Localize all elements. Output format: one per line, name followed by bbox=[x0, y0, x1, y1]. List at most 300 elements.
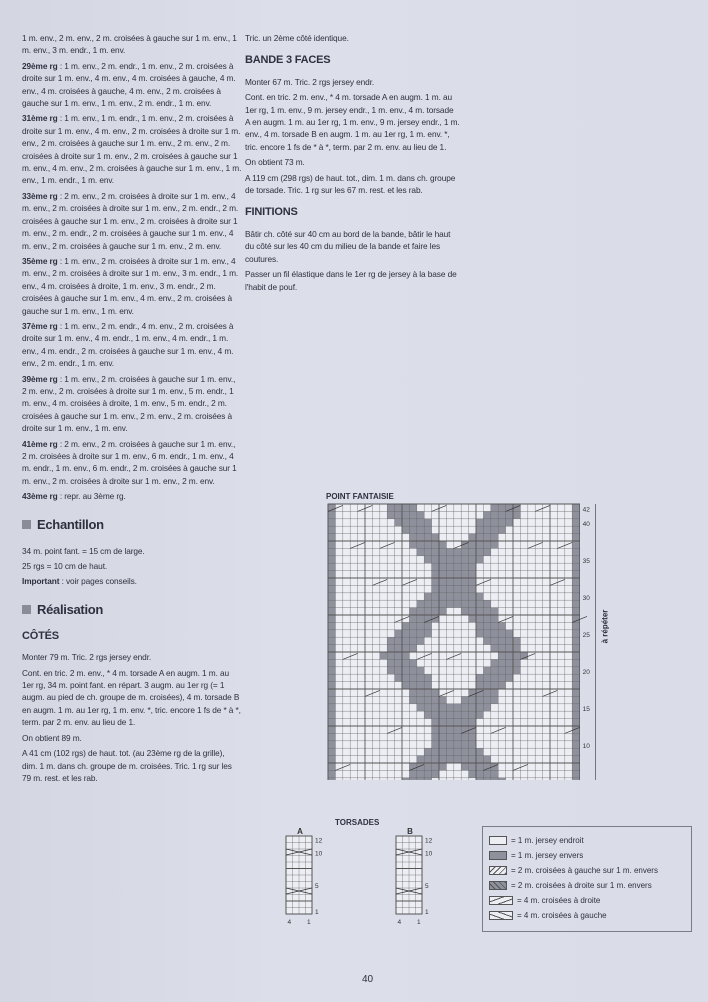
purl-cell bbox=[432, 541, 439, 548]
purl-cell bbox=[469, 748, 476, 755]
purl-cell bbox=[572, 711, 579, 718]
purl-cell bbox=[417, 548, 424, 555]
purl-cell bbox=[572, 556, 579, 563]
purl-cell bbox=[483, 511, 490, 518]
purl-cell bbox=[513, 667, 520, 674]
purl-cell bbox=[439, 763, 446, 770]
legend-text: = 1 m. jersey endroit bbox=[511, 836, 584, 845]
purl-cell bbox=[513, 652, 520, 659]
purl-cell bbox=[446, 741, 453, 748]
purl-cell bbox=[387, 645, 394, 652]
purl-cell bbox=[491, 534, 498, 541]
purl-cell bbox=[432, 696, 439, 703]
purl-cell bbox=[439, 600, 446, 607]
purl-cell bbox=[439, 741, 446, 748]
purl-cell bbox=[446, 585, 453, 592]
purl-cell bbox=[572, 504, 579, 511]
purl-cell bbox=[491, 511, 498, 518]
purl-cell bbox=[461, 696, 468, 703]
row-instruction bbox=[22, 438, 242, 488]
purl-cell bbox=[476, 696, 483, 703]
row-instruction bbox=[22, 60, 242, 110]
purl-cell bbox=[476, 615, 483, 622]
purl-cell bbox=[476, 600, 483, 607]
row-text: : 1 m. env., 1 m. endr., 1 m. env., 2 m. croisées à droite sur 1 m. env., 4 m. env., 2 m. croisées à droite sur 1 m. env., 2 m. croisées à gauche sur 1 m. env., 2 m. env., 2 m. croisées à droite sur 1 m. env., 2 m. croisées à gauche sur 1 m. env., 4 m. env., 2 m. croisées à gauche sur 1 m. env., 1 m. env., 1 m. endr., 1 m. env. bbox=[22, 113, 242, 186]
purl-cell bbox=[439, 704, 446, 711]
purl-cell bbox=[417, 696, 424, 703]
purl-cell bbox=[469, 541, 476, 548]
purl-cell bbox=[439, 733, 446, 740]
square-bullet-icon bbox=[22, 605, 31, 614]
purl-cell bbox=[380, 652, 387, 659]
purl-cell bbox=[424, 630, 431, 637]
purl-cell bbox=[328, 534, 335, 541]
purl-cell bbox=[417, 622, 424, 629]
purl-cell bbox=[498, 645, 505, 652]
purl-cell bbox=[461, 585, 468, 592]
square-bullet-icon bbox=[22, 520, 31, 529]
row-text: : repr. au 3ème rg. bbox=[57, 491, 126, 502]
purl-cell bbox=[483, 778, 490, 780]
purl-cell bbox=[409, 778, 416, 780]
purl-cell bbox=[446, 719, 453, 726]
purl-cell bbox=[476, 534, 483, 541]
purl-cell bbox=[483, 526, 490, 533]
purl-cell bbox=[424, 608, 431, 615]
purl-cell bbox=[461, 578, 468, 585]
row-number-label: 5 bbox=[425, 883, 429, 890]
purl-cell bbox=[498, 659, 505, 666]
purl-cell bbox=[476, 756, 483, 763]
cotes-line-2: Cont. en tric. 2 m. env., * 4 m. torsade A en augm. 1 m. au 1er rg, 34 m. point fant. en répart. 3 augm. au 1er rg (= 1 augm. au pied de ch. groupe de m. croisées), 4 m. torsade B en augm. 1 m. au 1er rg, 1 m. env. *, tric. encore 1 fs de * à *, term. par 2 m. env. au lieu de 1. bbox=[22, 667, 241, 728]
purl-cell bbox=[387, 511, 394, 518]
realisation-title: Réalisation bbox=[37, 601, 104, 617]
row-number-label: 25 bbox=[582, 632, 590, 640]
row-instruction bbox=[22, 490, 242, 502]
repeat-label-text: à répéter bbox=[600, 609, 610, 644]
purl-cell bbox=[454, 578, 461, 585]
row-instruction bbox=[22, 190, 242, 252]
cotes-line-3: On obtient 89 m. bbox=[22, 732, 82, 743]
purl-cell bbox=[572, 704, 579, 711]
purl-cell bbox=[491, 667, 498, 674]
purl-cell bbox=[446, 600, 453, 607]
purl-cell bbox=[328, 519, 335, 526]
purl-cell bbox=[476, 630, 483, 637]
purl-cell bbox=[395, 504, 402, 511]
purl-cell bbox=[409, 615, 416, 622]
purl-cell bbox=[328, 615, 335, 622]
purl-cell bbox=[402, 511, 409, 518]
purl-cell bbox=[395, 652, 402, 659]
echantillon-title: Echantillon bbox=[37, 516, 104, 532]
purl-cell bbox=[469, 548, 476, 555]
purl-cell bbox=[446, 556, 453, 563]
purl-cell bbox=[491, 778, 498, 780]
purl-cell bbox=[461, 741, 468, 748]
row-label: 33ème rg bbox=[22, 190, 58, 201]
purl-cell bbox=[402, 526, 409, 533]
row-label: 41ème rg bbox=[22, 438, 58, 449]
purl-cell bbox=[572, 593, 579, 600]
purl-cell bbox=[328, 630, 335, 637]
purl-cell bbox=[409, 682, 416, 689]
purl-cell bbox=[439, 556, 446, 563]
row-label: 31ème rg bbox=[22, 113, 58, 124]
purl-cell bbox=[461, 756, 468, 763]
important-label: Important bbox=[22, 576, 60, 587]
purl-cell bbox=[572, 534, 579, 541]
bande-line-3: On obtient 73 m. bbox=[245, 157, 305, 168]
purl-cell bbox=[476, 770, 483, 777]
purl-cell bbox=[469, 704, 476, 711]
purl-cell bbox=[498, 519, 505, 526]
row-number-label: 1 bbox=[315, 909, 319, 916]
torsade-a-grid bbox=[280, 828, 336, 938]
echantillon-heading bbox=[22, 517, 242, 533]
purl-cell bbox=[424, 519, 431, 526]
purl-cell bbox=[498, 637, 505, 644]
purl-cell bbox=[454, 704, 461, 711]
purl-cell bbox=[328, 756, 335, 763]
purl-cell bbox=[395, 511, 402, 518]
purl-cell bbox=[469, 578, 476, 585]
purl-cell bbox=[491, 630, 498, 637]
purl-cell bbox=[572, 541, 579, 548]
purl-cell bbox=[417, 615, 424, 622]
purl-cell bbox=[328, 585, 335, 592]
purl-cell bbox=[328, 674, 335, 681]
purl-cell bbox=[424, 526, 431, 533]
column-right bbox=[245, 32, 460, 296]
purl-cell bbox=[572, 659, 579, 666]
purl-cell bbox=[446, 593, 453, 600]
row-text: : 2 m. env., 2 m. croisées à droite sur 1 m. env., 4 m. env., 2 m. croisées à droite sur 1 m. env., 2 m. endr., 2 m. croisées à gauche sur 1 m. env., 2 m. croisées à droite sur 1 m. env., 2 m. endr., 2 m. croisées à gauche sur 1 m. env., 4 m. env., 2 m. croisées à gauche sur 1 m. env., 2 m. env. bbox=[22, 190, 239, 251]
purl-cell bbox=[469, 593, 476, 600]
purl-cell bbox=[432, 593, 439, 600]
purl-cell bbox=[328, 696, 335, 703]
row-instructions bbox=[22, 60, 242, 503]
legend-box bbox=[482, 826, 692, 932]
purl-cell bbox=[402, 504, 409, 511]
purl-cell bbox=[461, 571, 468, 578]
purl-cell bbox=[454, 748, 461, 755]
white-square-icon bbox=[489, 836, 507, 845]
purl-cell bbox=[513, 637, 520, 644]
purl-cell bbox=[572, 645, 579, 652]
purl-cell bbox=[328, 748, 335, 755]
purl-cell bbox=[491, 608, 498, 615]
purl-cell bbox=[476, 748, 483, 755]
purl-cell bbox=[328, 711, 335, 718]
purl-cell bbox=[572, 741, 579, 748]
purl-cell bbox=[417, 534, 424, 541]
purl-cell bbox=[417, 682, 424, 689]
purl-cell bbox=[483, 682, 490, 689]
purl-cell bbox=[439, 593, 446, 600]
purl-cell bbox=[432, 770, 439, 777]
purl-cell bbox=[469, 556, 476, 563]
purl-cell bbox=[402, 682, 409, 689]
purl-cell bbox=[424, 534, 431, 541]
important-text: : voir pages conseils. bbox=[59, 576, 137, 587]
purl-cell bbox=[461, 593, 468, 600]
legend-row-4-left bbox=[489, 908, 685, 923]
row-number-label: 20 bbox=[582, 669, 590, 677]
bande-line-1: Monter 67 m. Tric. 2 rgs jersey endr. bbox=[245, 76, 375, 87]
purl-cell bbox=[572, 600, 579, 607]
purl-cell bbox=[572, 682, 579, 689]
cross-left-icon bbox=[489, 866, 507, 875]
purl-cell bbox=[395, 519, 402, 526]
purl-cell bbox=[417, 778, 424, 780]
purl-cell bbox=[328, 733, 335, 740]
purl-cell bbox=[491, 770, 498, 777]
purl-cell bbox=[328, 659, 335, 666]
column-number-label: 1 bbox=[416, 919, 421, 926]
purl-cell bbox=[409, 667, 416, 674]
purl-cell bbox=[432, 571, 439, 578]
purl-cell bbox=[483, 548, 490, 555]
legend-row-jersey-envers bbox=[489, 848, 685, 863]
finitions-title: FINITIONS bbox=[245, 206, 298, 219]
purl-cell bbox=[417, 667, 424, 674]
intro-text: 1 m. env., 2 m. env., 2 m. croisées à gauche sur 1 m. env., 1 m. env., 3 m. endr., 1 m. env. bbox=[22, 33, 237, 56]
purl-cell bbox=[483, 770, 490, 777]
purl-cell bbox=[409, 511, 416, 518]
purl-cell bbox=[513, 659, 520, 666]
purl-cell bbox=[328, 556, 335, 563]
purl-cell bbox=[417, 770, 424, 777]
purl-cell bbox=[424, 674, 431, 681]
purl-cell bbox=[572, 519, 579, 526]
purl-cell bbox=[461, 748, 468, 755]
purl-cell bbox=[409, 696, 416, 703]
purl-cell bbox=[483, 600, 490, 607]
purl-cell bbox=[572, 696, 579, 703]
purl-cell bbox=[483, 630, 490, 637]
purl-cell bbox=[461, 719, 468, 726]
legend-text: = 4 m. croisées à droite bbox=[517, 896, 601, 905]
purl-cell bbox=[476, 704, 483, 711]
row-number-label: 12 bbox=[425, 837, 433, 845]
purl-cell bbox=[572, 719, 579, 726]
purl-cell bbox=[424, 763, 431, 770]
purl-cell bbox=[417, 526, 424, 533]
purl-cell bbox=[476, 711, 483, 718]
purl-cell bbox=[498, 674, 505, 681]
purl-cell bbox=[572, 511, 579, 518]
purl-cell bbox=[424, 548, 431, 555]
row-number-label: 42 bbox=[582, 506, 590, 514]
row-instruction bbox=[22, 320, 242, 370]
purl-cell bbox=[572, 667, 579, 674]
purl-cell bbox=[491, 645, 498, 652]
purl-cell bbox=[417, 519, 424, 526]
purl-cell bbox=[461, 763, 468, 770]
purl-cell bbox=[328, 770, 335, 777]
purl-cell bbox=[476, 556, 483, 563]
bande-title: BANDE 3 FACES bbox=[245, 54, 331, 67]
purl-cell bbox=[483, 519, 490, 526]
legend-text: = 1 m. jersey envers bbox=[511, 851, 584, 860]
purl-cell bbox=[572, 756, 579, 763]
purl-cell bbox=[328, 682, 335, 689]
purl-cell bbox=[572, 733, 579, 740]
purl-cell bbox=[409, 637, 416, 644]
purl-cell bbox=[395, 667, 402, 674]
purl-cell bbox=[469, 756, 476, 763]
purl-cell bbox=[572, 608, 579, 615]
cotes-title: CÔTÉS bbox=[22, 629, 59, 642]
purl-cell bbox=[328, 637, 335, 644]
purl-cell bbox=[498, 778, 505, 780]
purl-cell bbox=[469, 770, 476, 777]
row-number-label: 5 bbox=[315, 883, 319, 890]
purl-cell bbox=[387, 667, 394, 674]
purl-cell bbox=[572, 630, 579, 637]
column-number-label: 4 bbox=[287, 919, 292, 926]
purl-cell bbox=[432, 704, 439, 711]
purl-cell bbox=[506, 519, 513, 526]
purl-cell bbox=[328, 667, 335, 674]
purl-cell bbox=[491, 504, 498, 511]
purl-cell bbox=[469, 763, 476, 770]
purl-cell bbox=[446, 756, 453, 763]
purl-cell bbox=[424, 711, 431, 718]
purl-cell bbox=[409, 504, 416, 511]
purl-cell bbox=[432, 563, 439, 570]
purl-cell bbox=[395, 659, 402, 666]
purl-cell bbox=[409, 534, 416, 541]
purl-cell bbox=[402, 667, 409, 674]
purl-cell bbox=[476, 541, 483, 548]
purl-cell bbox=[439, 585, 446, 592]
purl-cell bbox=[395, 645, 402, 652]
purl-cell bbox=[476, 763, 483, 770]
purl-cell bbox=[395, 674, 402, 681]
purl-cell bbox=[402, 645, 409, 652]
purl-cell bbox=[439, 571, 446, 578]
purl-cell bbox=[483, 541, 490, 548]
column-number-label: 4 bbox=[397, 919, 402, 926]
row-label: 43ème rg bbox=[22, 491, 58, 502]
purl-cell bbox=[454, 585, 461, 592]
purl-cell bbox=[572, 637, 579, 644]
purl-cell bbox=[476, 674, 483, 681]
purl-cell bbox=[417, 704, 424, 711]
purl-cell bbox=[476, 778, 483, 780]
purl-cell bbox=[409, 645, 416, 652]
legend-text: = 2 m. croisées à gauche sur 1 m. envers bbox=[511, 866, 658, 875]
purl-cell bbox=[491, 622, 498, 629]
purl-cell bbox=[417, 630, 424, 637]
row-number-label: 12 bbox=[315, 837, 323, 845]
purl-cell bbox=[491, 526, 498, 533]
legend-row-cross-right bbox=[489, 878, 685, 893]
purl-cell bbox=[328, 600, 335, 607]
purl-cell bbox=[572, 548, 579, 555]
purl-cell bbox=[439, 719, 446, 726]
purl-cell bbox=[424, 622, 431, 629]
row-text: : 1 m. env., 2 m. endr., 4 m. env., 2 m. croisées à droite sur 1 m. env., 4 m. endr., 1 m. env., 4 m. endr., 1 m. env., 4 m. endr., 2 m. croisées à gauche sur 1 m. env., 4 m. env., 2 m. endr., 1 m. env. bbox=[22, 320, 234, 369]
cross-right-icon bbox=[489, 881, 507, 890]
purl-cell bbox=[387, 652, 394, 659]
purl-cell bbox=[469, 711, 476, 718]
purl-cell bbox=[439, 748, 446, 755]
purl-cell bbox=[328, 763, 335, 770]
purl-cell bbox=[402, 652, 409, 659]
purl-cell bbox=[328, 622, 335, 629]
purl-cell bbox=[432, 534, 439, 541]
purl-cell bbox=[424, 770, 431, 777]
purl-cell bbox=[439, 563, 446, 570]
purl-cell bbox=[387, 637, 394, 644]
purl-cell bbox=[498, 682, 505, 689]
purl-cell bbox=[498, 511, 505, 518]
purl-cell bbox=[432, 600, 439, 607]
purl-cell bbox=[476, 519, 483, 526]
echantillon-line-2: 25 rgs = 10 cm de haut. bbox=[22, 561, 108, 572]
purl-cell bbox=[454, 548, 461, 555]
purl-cell bbox=[417, 511, 424, 518]
purl-cell bbox=[476, 622, 483, 629]
row-text: : 1 m. env., 2 m. endr., 1 m. env., 2 m. croisées à droite sur 1 m. env., 4 m. env., 4 m. croisées à gauche, 4 m. env., 4 m. croisées à gauche, 4 m. env., 2 m. croisées à gauche sur 1 m. env., 1 m. env., 2 m. endr., 1 m. env. bbox=[22, 60, 236, 109]
purl-cell bbox=[328, 652, 335, 659]
torsades-title: TORSADES bbox=[335, 818, 380, 827]
torsade-name-label: A bbox=[297, 828, 303, 836]
purl-cell bbox=[491, 615, 498, 622]
row-label: 39ème rg bbox=[22, 373, 58, 384]
purl-cell bbox=[432, 689, 439, 696]
purl-cell bbox=[483, 534, 490, 541]
purl-cell bbox=[469, 741, 476, 748]
purl-cell bbox=[402, 674, 409, 681]
purl-cell bbox=[461, 704, 468, 711]
purl-cell bbox=[454, 733, 461, 740]
purl-cell bbox=[424, 778, 431, 780]
purl-cell bbox=[446, 578, 453, 585]
row-number-label: 1 bbox=[425, 909, 429, 916]
realisation-heading bbox=[22, 602, 242, 618]
purl-cell bbox=[469, 571, 476, 578]
row-text: : 1 m. env., 2 m. croisées à gauche sur 1 m. env., 2 m. env., 2 m. croisées à droite sur 1 m. env., 5 m. endr., 1 m. env., 4 m. croisées à droite, 1 m. env., 5 m. endr., 2 m. croisées à gauche sur 1 m. env., 2 m. env., 2 m. croisées à droite sur 1 m. env., 1 m. env. bbox=[22, 373, 236, 434]
purl-cell bbox=[328, 704, 335, 711]
purl-cell bbox=[402, 637, 409, 644]
purl-cell bbox=[432, 608, 439, 615]
purl-cell bbox=[513, 511, 520, 518]
purl-cell bbox=[483, 615, 490, 622]
row-number-label: 10 bbox=[425, 850, 433, 858]
purl-cell bbox=[469, 563, 476, 570]
purl-cell bbox=[513, 645, 520, 652]
purl-cell bbox=[446, 704, 453, 711]
purl-cell bbox=[506, 652, 513, 659]
purl-cell bbox=[424, 682, 431, 689]
purl-cell bbox=[506, 659, 513, 666]
purl-cell bbox=[498, 667, 505, 674]
purl-cell bbox=[572, 689, 579, 696]
purl-cell bbox=[424, 696, 431, 703]
torsade-b-grid bbox=[390, 828, 446, 938]
purl-cell bbox=[454, 711, 461, 718]
purl-cell bbox=[483, 674, 490, 681]
purl-cell bbox=[446, 571, 453, 578]
purl-cell bbox=[461, 548, 468, 555]
bande-line-4: A 119 cm (298 rgs) de haut. tot., dim. 1 m. dans ch. groupe de torsade. Tric. 1 rg sur les 67 m. rest. et les rab. bbox=[245, 172, 456, 196]
purl-cell bbox=[491, 674, 498, 681]
purl-cell bbox=[491, 541, 498, 548]
